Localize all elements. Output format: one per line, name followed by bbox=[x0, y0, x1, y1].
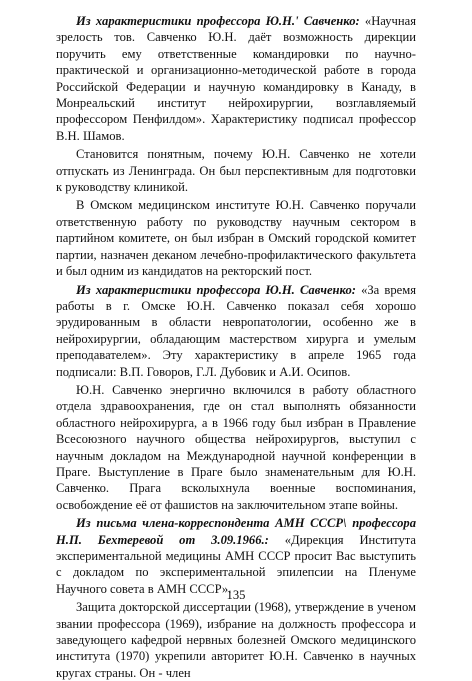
quote-lead: Из письма члена-корреспондента АМН СССР\ профессора Н.П. Бехтеревой от 3.09.1966.: bbox=[56, 516, 416, 547]
paragraph-5 bbox=[56, 382, 416, 513]
paragraph-text: «Научная зрелость тов. Савченко Ю.Н. даёт возможность дирекции поручить ему ответственные командировки по научно-практической и организационно-методической работе в города Российской Федерации и научную командировку в Канаду, в Монреальский институт нейрохирургии, возглавляемый профессором Пенфилдом». Характеристику подписал профессор В.Н. Шамов. bbox=[56, 14, 416, 143]
paragraph-text: Защита докторской диссертации (1968), утверждение в ученом звании профессора (1969), избрание на должность профессора и заведующего кафедрой нервных болезней Омского медицинского института (1970) укрепили авторитет Ю.Н. Савченко в научных кругах страны. Он - член bbox=[56, 600, 416, 680]
paragraph-2 bbox=[56, 146, 416, 195]
paragraph-1 bbox=[56, 13, 416, 144]
paragraph-text: «За время работы в г. Омске Ю.Н. Савченко показал себя хорошо эрудированным в области невропатологии, особенно же в нейрохирургии, обладающим мастерством хирурга и умелым преподавателем». Эту характеристику в апреле 1965 года подписали: В.П. Говоров, Г.Л. Дубовик и А.И. Осипов. bbox=[56, 282, 416, 379]
paragraph-4 bbox=[56, 282, 416, 380]
paragraph-text: Становится понятным, почему Ю.Н. Савченко не хотели отпускать из Ленинграда. Он был перспективным для подготовки к руководству клиникой. bbox=[56, 147, 416, 195]
paragraph-text: «Дирекция Института экспериментальной медицины АМН СССР просит Вас выступить с докладом по экспериментальной эпилепсии на Пленуме Научного совета в АМН СССР». bbox=[56, 532, 416, 596]
quote-lead: Из характеристики профессора Ю.Н. Савченко: bbox=[76, 282, 356, 297]
paragraph-text: Ю.Н. Савченко энергично включился в работу областного отдела здравоохранения, где он стал выполнять обязанности областного нейрохирурга, а в 1966 году был избран в Правление Всесоюзного научного общества нейрохирургов, выступил с научным докладом на Международной научной конференции в Праге. Выступление в Праге было знаменательным для Ю.Н. Савченко. Прага всколыхнула военные воспоминания, освобождение её от фашистов на заключительном этапе войны. bbox=[56, 382, 416, 512]
paragraph-7 bbox=[56, 599, 416, 681]
paragraph-text: В Омском медицинском институте Ю.Н. Савченко поручали ответственную работу по руководству научным сектором в партийном комитете, он был избран в Омский городской комитет партии, назначен деканом лечебно-профилактического факультета и был одним из кандидатов на ректорский пост. bbox=[56, 198, 416, 279]
page-number: 135 bbox=[226, 588, 246, 602]
paragraph-6 bbox=[56, 515, 416, 597]
paragraph-3 bbox=[56, 197, 416, 279]
quote-lead: Из характеристики профессора Ю.Н.' Савченко: bbox=[76, 14, 360, 28]
